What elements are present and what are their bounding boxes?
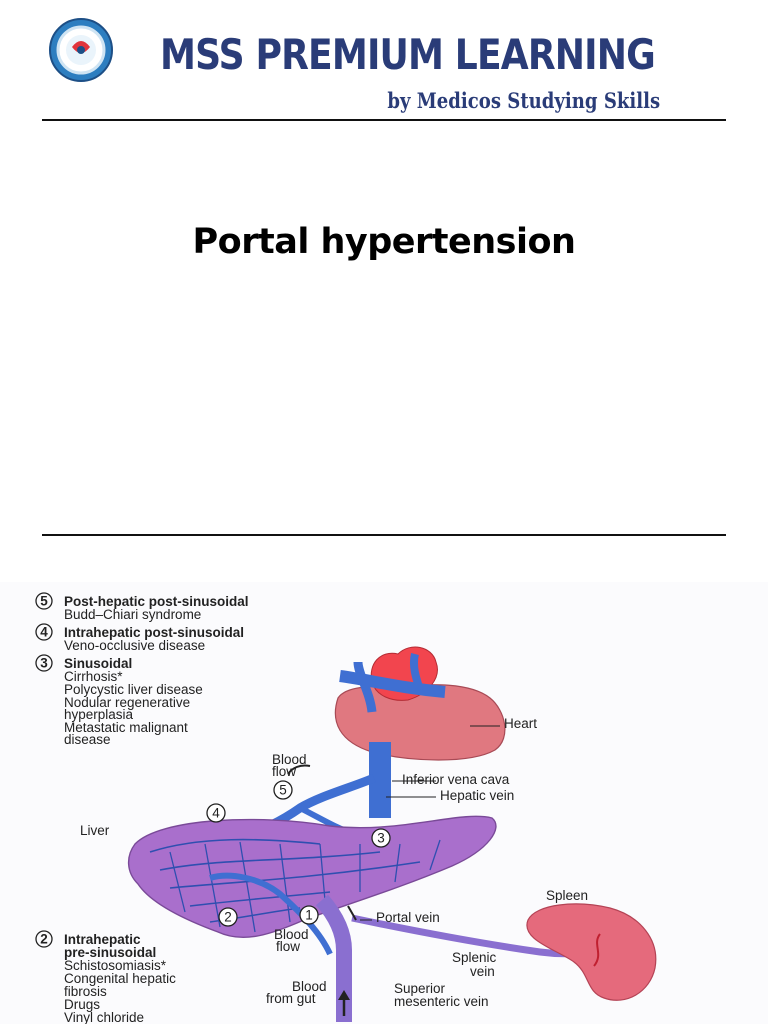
category-item: Budd–Chiari syndrome — [64, 607, 202, 622]
category-item: Congenital hepatic — [64, 971, 176, 986]
splenic-vein-label: Splenic — [452, 950, 497, 965]
category-heading: pre-sinusoidal — [64, 945, 157, 960]
blood-flow-label: flow — [272, 764, 297, 779]
splenic-vein-label: vein — [470, 964, 495, 979]
category-item: Metastatic malignant — [64, 720, 188, 735]
category-number: 5 — [40, 593, 48, 609]
brand-title: MSS PREMIUM LEARNING — [160, 30, 655, 79]
blood-from-gut-label: Blood — [292, 979, 327, 994]
hepatic-vein-label: Hepatic vein — [440, 788, 515, 803]
category-number: 4 — [40, 624, 48, 640]
category-number: 2 — [40, 931, 48, 947]
blood-from-gut-label: from gut — [266, 991, 316, 1006]
category-item: fibrosis — [64, 984, 107, 999]
category-item: Schistosomiasis* — [64, 958, 167, 973]
category-heading: Sinusoidal — [64, 656, 133, 671]
portal-hypertension-diagram — [0, 582, 768, 1024]
category-number: 3 — [40, 655, 48, 671]
category-item: Nodular regenerative — [64, 695, 191, 710]
section-divider — [42, 534, 726, 536]
blood-flow-label: flow — [276, 939, 301, 954]
category-item: disease — [64, 732, 111, 747]
superior-mesenteric-vein-label: Superior — [394, 981, 446, 996]
brand-subtitle: by Medicos Studying Skills — [387, 88, 660, 113]
diagram-marker-5 — [274, 781, 292, 799]
category-item: Cirrhosis* — [64, 669, 123, 684]
diagram-marker-4 — [207, 804, 225, 822]
page-title: Portal hypertension — [192, 222, 576, 262]
svg-text:5: 5 — [279, 782, 287, 798]
category-item: Veno-occlusive disease — [64, 638, 206, 653]
heart-label: Heart — [504, 716, 538, 731]
inferior-vena-cava-label: Inferior vena cava — [402, 772, 510, 787]
diagram-marker-3 — [372, 829, 390, 847]
category-item: Drugs — [64, 997, 101, 1012]
svg-text:1: 1 — [305, 907, 313, 923]
category-item: hyperplasia — [64, 707, 134, 722]
spleen-label: Spleen — [546, 888, 589, 903]
diagram-marker-1 — [300, 906, 318, 924]
liver-label: Liver — [80, 823, 110, 838]
category-heading: Intrahepatic post-sinusoidal — [64, 625, 245, 640]
mss-logo-icon — [48, 14, 114, 86]
blood-flow-label: Blood — [274, 927, 309, 942]
category-item: Vinyl chloride — [64, 1010, 145, 1024]
header-divider — [42, 119, 726, 121]
category-item: Polycystic liver disease — [64, 682, 203, 697]
portal-vein-label: Portal vein — [376, 910, 440, 925]
svg-text:4: 4 — [212, 805, 220, 821]
category-heading: Post-hepatic post-sinusoidal — [64, 594, 249, 609]
svg-text:2: 2 — [224, 909, 232, 925]
category-heading: Intrahepatic — [64, 932, 141, 947]
diagram-marker-2 — [219, 908, 237, 926]
svg-text:3: 3 — [377, 830, 385, 846]
superior-mesenteric-vein-label: mesenteric vein — [394, 994, 489, 1009]
blood-flow-label: Blood — [272, 752, 307, 767]
